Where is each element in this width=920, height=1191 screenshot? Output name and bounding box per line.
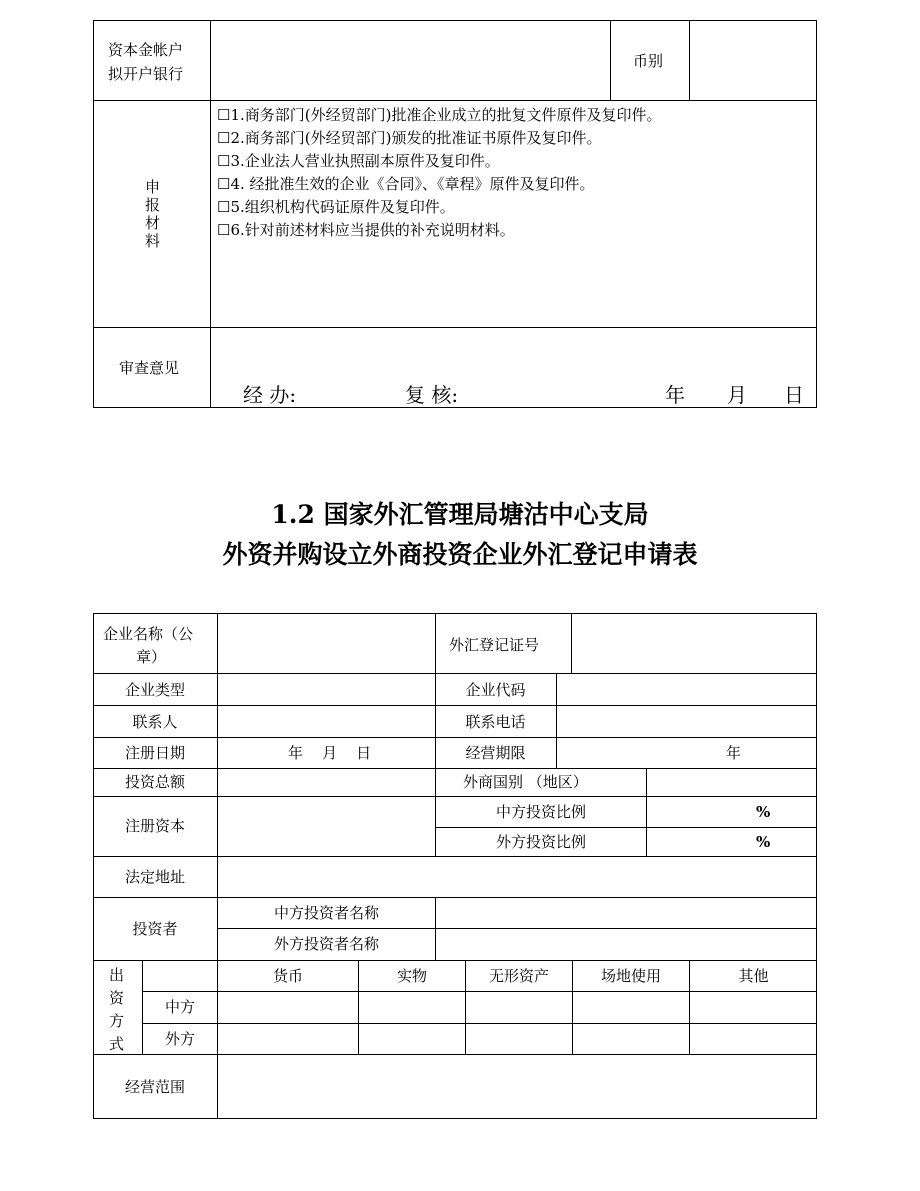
contribution-label-char: 式: [109, 1035, 125, 1053]
foreign-ratio-percent[interactable]: %: [756, 833, 771, 851]
materials-label-char: 料: [145, 232, 161, 250]
page-title: 1.2 国家外汇管理局塘沽中心支局: [271, 500, 649, 529]
foreign-country-label: 外商国别 （地区）: [463, 773, 588, 791]
legal-address-field[interactable]: [218, 857, 816, 896]
contact-field[interactable]: [218, 706, 434, 736]
foreign-intangible-cell[interactable]: [466, 1024, 572, 1053]
company-code-label: 企业代码: [465, 681, 526, 699]
cn-ratio-percent[interactable]: %: [756, 803, 771, 821]
investor-label: 投资者: [132, 920, 178, 938]
cn-physical-cell[interactable]: [359, 992, 465, 1022]
total-investment-label: 投资总额: [124, 773, 185, 791]
month-label: 月: [727, 383, 747, 407]
bank-label: 拟开户银行: [108, 65, 184, 83]
top-form-rule: [610, 20, 611, 100]
foreign-investor-name-label: 外方投资者名称: [273, 935, 379, 953]
materials-label-char: 材: [145, 214, 161, 232]
cn-intangible-cell[interactable]: [466, 992, 572, 1022]
material-checkbox-item[interactable]: ☐1.商务部门(外经贸部门)批准企业成立的批复文件原件及复印件。: [217, 106, 662, 124]
reg-capital-label: 注册资本: [124, 817, 185, 835]
form-rule: [93, 737, 817, 738]
contribution-label-char: 方: [109, 1012, 125, 1030]
material-checkbox-item[interactable]: ☐5.组织机构代码证原件及复印件。: [217, 198, 455, 216]
capital-account-label: 资本金帐户: [108, 41, 184, 59]
cn-investor-name-label: 中方投资者名称: [273, 904, 379, 922]
legal-address-label: 法定地址: [124, 868, 185, 886]
day-label: 日: [784, 383, 804, 407]
contribution-header-currency: 货币: [272, 967, 303, 985]
company-name-label-2: 章）: [136, 648, 167, 666]
company-code-field[interactable]: [557, 674, 816, 704]
phone-field[interactable]: [557, 706, 816, 736]
total-investment-field[interactable]: [218, 769, 434, 795]
reg-capital-field[interactable]: [218, 797, 434, 855]
foreign-currency-cell[interactable]: [218, 1024, 358, 1053]
materials-label-char: 申: [145, 178, 161, 196]
company-type-label: 企业类型: [124, 681, 185, 699]
business-scope-field[interactable]: [218, 1055, 816, 1118]
form-rule: [435, 827, 817, 828]
reg-date-value[interactable]: 年 月 日: [288, 744, 372, 762]
contribution-header-other: 其他: [738, 967, 769, 985]
fx-cert-no-field[interactable]: [572, 614, 816, 672]
cn-investor-name-field[interactable]: [436, 898, 816, 927]
fx-cert-no-label: 外汇登记证号: [449, 636, 540, 654]
foreign-land-use-cell[interactable]: [573, 1024, 689, 1053]
handler-label: 经 办:: [243, 383, 297, 407]
material-checkbox-item[interactable]: ☐4. 经批准生效的企业《合同》、《章程》原件及复印件。: [217, 175, 595, 193]
contribution-label-char: 出: [109, 966, 125, 984]
cn-land-use-cell[interactable]: [573, 992, 689, 1022]
cn-other-cell[interactable]: [690, 992, 816, 1022]
currency-field[interactable]: [690, 21, 816, 99]
business-scope-label: 经营范围: [124, 1078, 185, 1096]
contribution-label-char: 资: [109, 989, 125, 1007]
company-type-field[interactable]: [218, 674, 434, 704]
foreign-other-cell[interactable]: [690, 1024, 816, 1053]
foreign-country-field[interactable]: [647, 769, 816, 795]
contact-label: 联系人: [132, 713, 178, 731]
cn-side-label: 中方: [164, 998, 195, 1016]
capital-account-field[interactable]: [211, 21, 609, 99]
materials-label-char: 报: [145, 196, 161, 214]
company-name-label: 企业名称（公: [103, 625, 194, 643]
contribution-header-land-use: 场地使用: [600, 967, 661, 985]
material-checkbox-item[interactable]: ☐6.针对前述材料应当提供的补充说明材料。: [217, 221, 515, 239]
contribution-header-intangible: 无形资产: [488, 967, 549, 985]
phone-label: 联系电话: [465, 713, 526, 731]
material-checkbox-item[interactable]: ☐3.企业法人营业执照副本原件及复印件。: [217, 152, 500, 170]
foreign-side-label: 外方: [164, 1030, 195, 1048]
checker-label: 复 核:: [405, 383, 459, 407]
year-label: 年: [665, 383, 685, 407]
top-form-rule: [93, 100, 817, 101]
foreign-physical-cell[interactable]: [359, 1024, 465, 1053]
review-opinion-field[interactable]: [211, 328, 816, 378]
currency-label: 币别: [633, 52, 664, 70]
term-label: 经营期限: [465, 744, 526, 762]
cn-currency-cell[interactable]: [218, 992, 358, 1022]
form-rule: [93, 796, 817, 797]
foreign-ratio-label: 外方投资比例: [495, 833, 586, 851]
page-subtitle: 外资并购设立外商投资企业外汇登记申请表: [222, 540, 698, 569]
cn-ratio-label: 中方投资比例: [495, 803, 586, 821]
form-rule: [93, 960, 817, 961]
material-checkbox-item[interactable]: ☐2.商务部门(外经贸部门)颁发的批准证书原件及复印件。: [217, 129, 602, 147]
foreign-investor-name-field[interactable]: [436, 929, 816, 959]
term-value[interactable]: 年: [726, 744, 742, 762]
company-name-field[interactable]: [218, 614, 434, 672]
contribution-header-physical: 实物: [396, 967, 427, 985]
review-label: 审查意见: [119, 359, 180, 377]
reg-date-label: 注册日期: [124, 744, 185, 762]
